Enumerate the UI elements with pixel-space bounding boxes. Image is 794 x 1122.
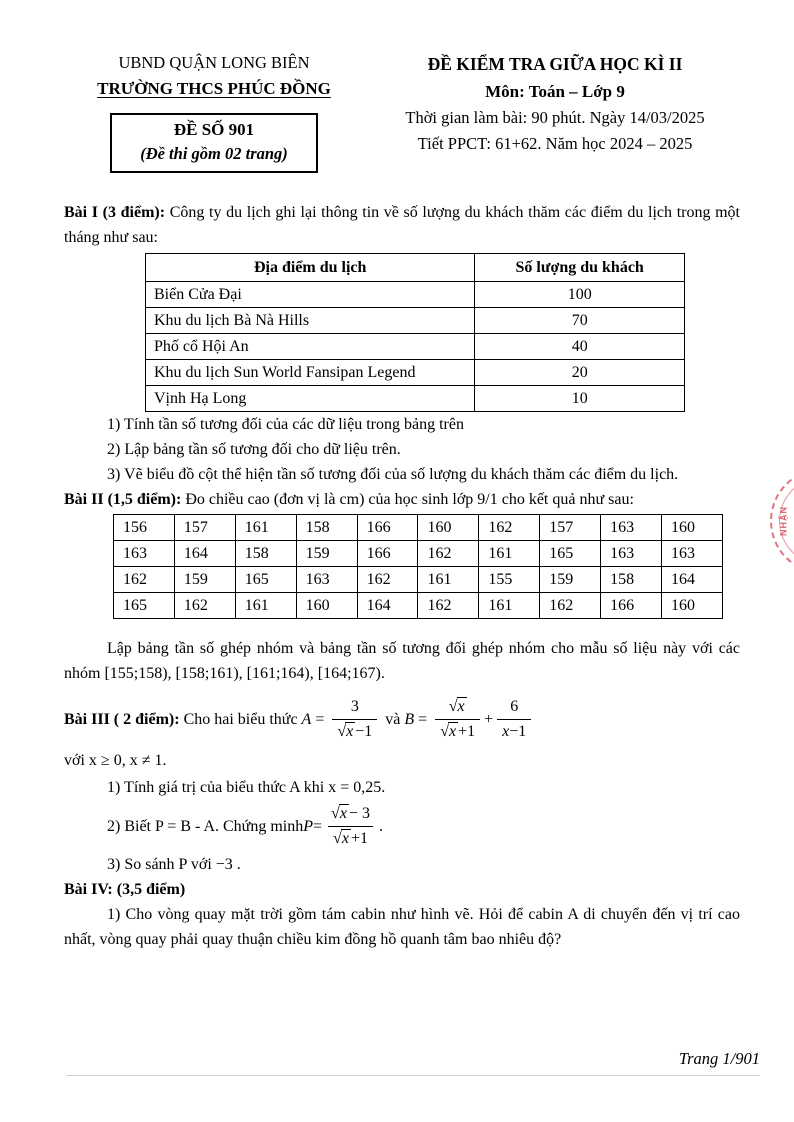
sqrt-expression [449,698,467,715]
exam-code-box [110,113,318,173]
radicand: x [457,698,465,715]
location-cell: Biển Cửa Đại [146,282,475,308]
stamp-text: NHẬN [778,506,789,536]
exam-page-count-note: (Đề thi gồm 02 trang) [140,144,288,163]
height-cell: 162 [357,567,418,593]
height-cell: 165 [540,541,601,567]
fraction-numerator [326,803,375,826]
height-cell: 166 [357,541,418,567]
table-row [114,593,723,619]
section4-question-1: 1) Cho vòng quay mặt trời gồm tám cabin như hình vẽ. Hỏi để cabin A di chuyển đến vị trí cao nhất, vòng quay phải quay thuận chiều kim đồng hồ quanh tâm bao nhiêu độ? [64,906,740,948]
section1-question-2: 2) Lập bảng tần số tương đối cho dữ liệu trên. [107,441,401,458]
math-var-x: x [502,723,510,740]
height-cell: 158 [296,515,357,541]
height-cell: 159 [296,541,357,567]
height-cell: 161 [479,541,540,567]
math-plus: + [484,711,494,728]
table-row [146,360,685,386]
fraction-denominator [332,719,377,743]
subject-grade: Môn: Toán – Lớp 9 [485,82,625,101]
height-cell: 157 [174,515,235,541]
duration-date: Thời gian làm bài: 90 phút. Ngày 14/03/2025 [405,108,705,127]
height-cell: 155 [479,567,540,593]
table-row [146,308,685,334]
section2-intro [64,487,740,512]
section2-intro-text: Đo chiều cao (đơn vị là cm) của học sinh lớp 9/1 cho kết quả như sau: [181,491,634,508]
table-header-row [146,254,685,282]
height-cell: 157 [540,515,601,541]
column-header-location: Địa điểm du lịch [146,254,475,282]
table-row [114,541,723,567]
fraction-numerator [444,696,472,719]
height-cell: 156 [114,515,175,541]
question2-text: 2) Biết P = B - A. Chứng minh [107,818,304,835]
fraction-denominator [328,826,373,850]
column-header-visitors: Số lượng du khách [475,254,685,282]
visitors-cell: 40 [475,334,685,360]
radical-sign: √ [331,805,340,822]
fraction-numerator: 6 [510,698,519,715]
red-seal-stamp [770,468,794,574]
radical-sign: √ [337,723,347,740]
denominator-rest: −1 [509,723,527,740]
table-row [146,282,685,308]
height-cell: 163 [662,541,723,567]
numerator-rest: − 3 [348,805,370,822]
height-cell: 160 [418,515,479,541]
sentence-period: . [378,818,383,835]
fraction-B1 [435,696,480,743]
math-equals: = [315,711,325,728]
section1-intro-text: Công ty du lịch ghi lại thông tin về số lượng du khách thăm các điểm du lịch trong một tháng như sau: [64,204,741,246]
math-var-P: P [303,818,314,835]
sqrt-expression [440,723,458,740]
section1-label: Bài I (3 điểm): [64,204,166,221]
section3-question-3: 3) So sánh P với −3 . [107,856,241,873]
page-number-label: Trang 1/901 [678,1049,760,1068]
header-right-block [364,50,740,157]
height-cell: 164 [662,567,723,593]
radicand: x [448,723,457,740]
height-cell: 163 [601,541,662,567]
height-cell: 162 [540,593,601,619]
section3-label: Bài III ( 2 điểm): [64,711,180,728]
section1-intro [64,200,740,250]
page-footer [66,1046,760,1076]
section3-condition: với x ≥ 0, x ≠ 1. [64,752,167,769]
exam-title: ĐỀ KIỂM TRA GIỮA HỌC KÌ II [427,54,683,74]
school-name: TRƯỜNG THCS PHÚC ĐỒNG [97,79,331,98]
section1-question-1: 1) Tính tần số tương đối của các dữ liệu trong bảng trên [107,416,464,433]
table-row [114,515,723,541]
section2-grouping-note: Lập bảng tần số ghép nhóm và bảng tần số tương đối ghép nhóm cho mẫu số liệu này với các nhóm [155;158), [158;161), [161;164), [164;167). [64,640,740,682]
height-cell: 161 [479,593,540,619]
visitors-cell: 10 [475,386,685,412]
math-var-B: B [404,711,415,728]
section3-question-1: 1) Tính giá trị của biểu thức A khi x = 0,25. [107,779,386,796]
visitors-cell: 20 [475,360,685,386]
location-cell: Khu du lịch Sun World Fansipan Legend [146,360,475,386]
radicand: x [341,830,349,847]
denominator-rest: −1 [355,723,373,740]
tourist-data-table [145,253,685,412]
header-left-block [64,50,364,173]
stamp-inner-ring [779,477,794,565]
conjunction-and: và [381,711,405,728]
height-cell: 161 [418,567,479,593]
height-cell: 160 [296,593,357,619]
fraction-A [332,696,377,743]
denominator-rest: +1 [350,830,368,847]
fraction-denominator [435,719,480,743]
location-cell: Khu du lịch Bà Nà Hills [146,308,475,334]
height-cell: 163 [114,541,175,567]
height-data-table [113,514,723,619]
table-row [146,334,685,360]
height-cell: 165 [235,567,296,593]
fraction-numerator: 3 [350,698,359,715]
table-row [114,567,723,593]
height-cell: 158 [235,541,296,567]
height-cell: 159 [540,567,601,593]
math-equals: = [313,818,323,835]
visitors-cell: 100 [475,282,685,308]
radical-sign: √ [333,830,342,847]
height-cell: 163 [296,567,357,593]
location-cell: Phố cổ Hội An [146,334,475,360]
sqrt-expression [333,830,351,847]
section1-question-3: 3) Vẽ biểu đồ cột thể hiện tần số tương đối của số lượng du khách thăm các điểm du lịch. [107,466,679,483]
radicand: x [339,805,347,822]
table-row [146,386,685,412]
issuing-authority: UBND QUẬN LONG BIÊN [118,53,310,72]
denominator-rest: +1 [458,723,476,740]
height-cell: 162 [418,541,479,567]
section3-intro-text: Cho hai biểu thức [179,711,302,728]
radical-sign: √ [440,723,449,740]
sqrt-expression [337,723,355,740]
height-cell: 164 [174,541,235,567]
sqrt-expression [331,805,349,822]
fraction-denominator [497,719,531,743]
height-cell: 162 [418,593,479,619]
height-cell: 160 [662,593,723,619]
section3-question-2 [64,803,740,850]
height-cell: 160 [662,515,723,541]
stamp-outer-ring [770,468,794,574]
math-equals: = [418,711,428,728]
radicand: x [346,723,354,740]
section3-intro [64,696,740,743]
height-cell: 158 [601,567,662,593]
height-cell: 162 [114,567,175,593]
math-var-A: A [301,711,312,728]
height-cell: 166 [357,515,418,541]
height-cell: 162 [174,593,235,619]
fraction-B2 [497,696,531,743]
section2-label: Bài II (1,5 điểm): [64,491,182,508]
fraction-P [326,803,375,850]
height-cell: 159 [174,567,235,593]
period-schoolyear: Tiết PPCT: 61+62. Năm học 2024 – 2025 [417,134,693,153]
height-cell: 162 [479,515,540,541]
height-cell: 161 [235,515,296,541]
exam-code: ĐỀ SỐ 901 [173,120,255,139]
height-cell: 166 [601,593,662,619]
height-cell: 165 [114,593,175,619]
height-cell: 161 [235,593,296,619]
section4-label: Bài IV: (3,5 điểm) [64,881,186,898]
visitors-cell: 70 [475,308,685,334]
radical-sign: √ [448,698,458,715]
height-cell: 164 [357,593,418,619]
location-cell: Vịnh Hạ Long [146,386,475,412]
height-cell: 163 [601,515,662,541]
document-header [64,50,740,173]
